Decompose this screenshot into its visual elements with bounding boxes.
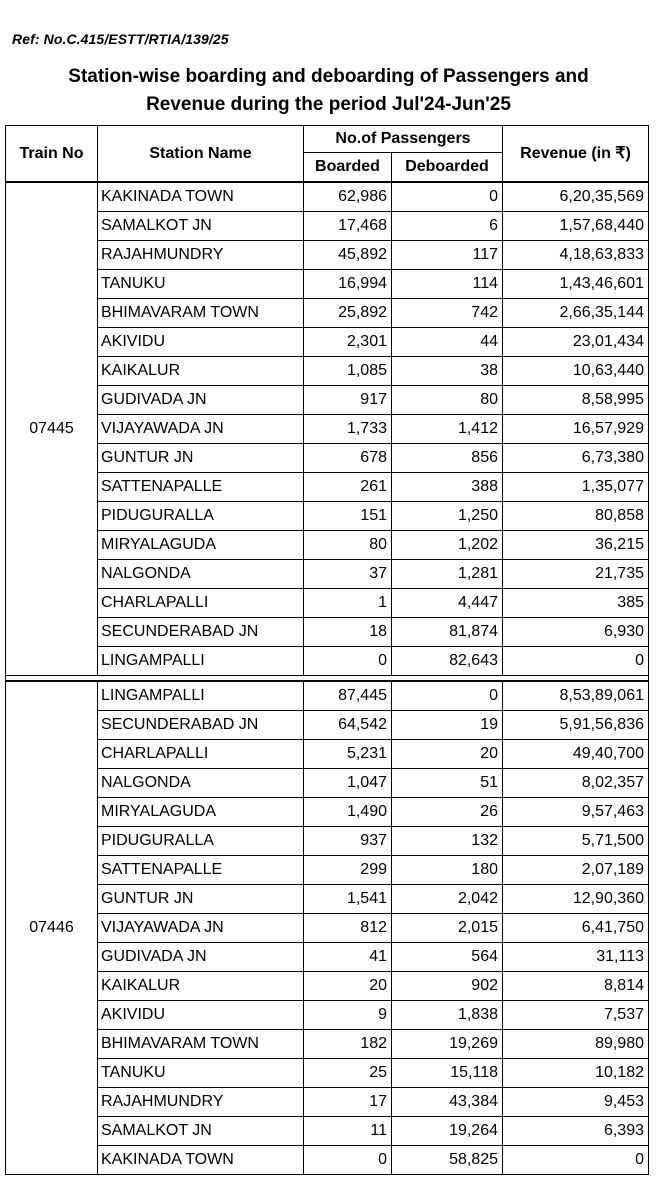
revenue-amount: 0 [503, 1146, 649, 1175]
deboarded-count: 20 [392, 740, 503, 769]
deboarded-count: 0 [392, 681, 503, 711]
boarded-count: 87,445 [304, 681, 392, 711]
revenue-amount: 8,58,995 [503, 386, 649, 415]
table-row [6, 386, 649, 415]
deboarded-count: 564 [392, 943, 503, 972]
station-name: SECUNDERABAD JN [98, 618, 304, 647]
revenue-amount: 6,41,750 [503, 914, 649, 943]
station-name: BHIMAVARAM TOWN [98, 1030, 304, 1059]
station-name: PIDUGURALLA [98, 827, 304, 856]
deboarded-count: 4,447 [392, 589, 503, 618]
boarded-count: 678 [304, 444, 392, 473]
boarded-count: 261 [304, 473, 392, 502]
deboarded-count: 0 [392, 182, 503, 212]
reference-number: Ref: No.C.415/ESTT/RTIA/139/25 [12, 31, 229, 47]
boarded-count: 25,892 [304, 299, 392, 328]
boarded-count: 151 [304, 502, 392, 531]
deboarded-count: 1,281 [392, 560, 503, 589]
revenue-amount: 9,57,463 [503, 798, 649, 827]
boarded-count: 1,733 [304, 415, 392, 444]
station-name: NALGONDA [98, 769, 304, 798]
station-name: LINGAMPALLI [98, 647, 304, 676]
table-row [6, 502, 649, 531]
table-row [6, 531, 649, 560]
station-name: CHARLAPALLI [98, 740, 304, 769]
deboarded-count: 180 [392, 856, 503, 885]
page-title [0, 63, 657, 119]
station-name: VIJAYAWADA JN [98, 914, 304, 943]
boarded-count: 18 [304, 618, 392, 647]
deboarded-count: 2,015 [392, 914, 503, 943]
deboarded-count: 742 [392, 299, 503, 328]
station-name: GUDIVADA JN [98, 943, 304, 972]
revenue-amount: 4,18,63,833 [503, 241, 649, 270]
station-name: KAKINADA TOWN [98, 182, 304, 212]
table-row [6, 241, 649, 270]
revenue-amount: 7,537 [503, 1001, 649, 1030]
boarded-count: 17,468 [304, 212, 392, 241]
deboarded-count: 44 [392, 328, 503, 357]
table-row [6, 798, 649, 827]
header-passengers: No.of Passengers [304, 126, 503, 153]
revenue-amount: 2,07,189 [503, 856, 649, 885]
station-name: TANUKU [98, 270, 304, 299]
revenue-amount: 23,01,434 [503, 328, 649, 357]
station-name: GUNTUR JN [98, 885, 304, 914]
header-train-no: Train No [6, 126, 98, 183]
boarded-count: 1,490 [304, 798, 392, 827]
boarded-count: 812 [304, 914, 392, 943]
revenue-amount: 8,814 [503, 972, 649, 1001]
boarded-count: 0 [304, 647, 392, 676]
table-row [6, 856, 649, 885]
revenue-amount: 12,90,360 [503, 885, 649, 914]
boarded-count: 80 [304, 531, 392, 560]
table-row [6, 740, 649, 769]
title-line-2: Revenue during the period Jul'24-Jun'25 [146, 94, 511, 115]
revenue-amount: 10,63,440 [503, 357, 649, 386]
header-station-name: Station Name [98, 126, 304, 183]
table-row [6, 885, 649, 914]
header-deboarded: Deboarded [392, 153, 503, 183]
table-row [6, 270, 649, 299]
table-row [6, 972, 649, 1001]
revenue-amount: 8,53,89,061 [503, 681, 649, 711]
revenue-amount: 385 [503, 589, 649, 618]
table-row [6, 182, 649, 212]
boarded-count: 937 [304, 827, 392, 856]
revenue-amount: 6,20,35,569 [503, 182, 649, 212]
boarded-count: 62,986 [304, 182, 392, 212]
revenue-amount: 6,393 [503, 1117, 649, 1146]
deboarded-count: 80 [392, 386, 503, 415]
station-name: AKIVIDU [98, 1001, 304, 1030]
revenue-amount: 16,57,929 [503, 415, 649, 444]
station-name: MIRYALAGUDA [98, 798, 304, 827]
deboarded-count: 388 [392, 473, 503, 502]
deboarded-count: 51 [392, 769, 503, 798]
table-row [6, 1030, 649, 1059]
revenue-amount: 0 [503, 647, 649, 676]
station-name: RAJAHMUNDRY [98, 241, 304, 270]
table-row [6, 1117, 649, 1146]
deboarded-count: 117 [392, 241, 503, 270]
table-row [6, 589, 649, 618]
boarded-count: 17 [304, 1088, 392, 1117]
table-row [6, 914, 649, 943]
station-name: TANUKU [98, 1059, 304, 1088]
revenue-amount: 49,40,700 [503, 740, 649, 769]
station-name: SAMALKOT JN [98, 212, 304, 241]
table-row [6, 328, 649, 357]
table-row [6, 560, 649, 589]
boarded-count: 917 [304, 386, 392, 415]
boarded-count: 9 [304, 1001, 392, 1030]
revenue-amount: 80,858 [503, 502, 649, 531]
table-row [6, 212, 649, 241]
table-row [6, 473, 649, 502]
table-row [6, 1001, 649, 1030]
deboarded-count: 902 [392, 972, 503, 1001]
deboarded-count: 43,384 [392, 1088, 503, 1117]
station-name: KAKINADA TOWN [98, 1146, 304, 1175]
station-name: GUNTUR JN [98, 444, 304, 473]
table-row [6, 711, 649, 740]
revenue-amount: 89,980 [503, 1030, 649, 1059]
station-name: NALGONDA [98, 560, 304, 589]
deboarded-count: 26 [392, 798, 503, 827]
deboarded-count: 6 [392, 212, 503, 241]
table-row [6, 647, 649, 676]
boarded-count: 5,231 [304, 740, 392, 769]
deboarded-count: 38 [392, 357, 503, 386]
deboarded-count: 1,412 [392, 415, 503, 444]
table-row [6, 943, 649, 972]
table-row [6, 618, 649, 647]
deboarded-count: 1,202 [392, 531, 503, 560]
station-name: KAIKALUR [98, 972, 304, 1001]
station-name: CHARLAPALLI [98, 589, 304, 618]
station-name: SATTENAPALLE [98, 856, 304, 885]
deboarded-count: 19 [392, 711, 503, 740]
table-row [6, 444, 649, 473]
station-name: PIDUGURALLA [98, 502, 304, 531]
station-name: SECUNDERABAD JN [98, 711, 304, 740]
station-name: KAIKALUR [98, 357, 304, 386]
table-row [6, 681, 649, 711]
boarded-count: 1,085 [304, 357, 392, 386]
deboarded-count: 15,118 [392, 1059, 503, 1088]
table-body [6, 182, 649, 1175]
station-name: AKIVIDU [98, 328, 304, 357]
deboarded-count: 132 [392, 827, 503, 856]
boarded-count: 41 [304, 943, 392, 972]
table-row [6, 357, 649, 386]
boarded-count: 1 [304, 589, 392, 618]
revenue-amount: 1,35,077 [503, 473, 649, 502]
revenue-amount: 6,73,380 [503, 444, 649, 473]
table-row [6, 1146, 649, 1175]
boarded-count: 16,994 [304, 270, 392, 299]
deboarded-count: 2,042 [392, 885, 503, 914]
boarded-count: 11 [304, 1117, 392, 1146]
header-boarded: Boarded [304, 153, 392, 183]
deboarded-count: 82,643 [392, 647, 503, 676]
revenue-amount: 8,02,357 [503, 769, 649, 798]
deboarded-count: 19,264 [392, 1117, 503, 1146]
title-line-1: Station-wise boarding and deboarding of Passengers and [68, 66, 589, 87]
revenue-amount: 36,215 [503, 531, 649, 560]
revenue-amount: 6,930 [503, 618, 649, 647]
table-row [6, 415, 649, 444]
station-name: BHIMAVARAM TOWN [98, 299, 304, 328]
boarded-count: 1,047 [304, 769, 392, 798]
table-row [6, 299, 649, 328]
revenue-amount: 31,113 [503, 943, 649, 972]
station-name: SAMALKOT JN [98, 1117, 304, 1146]
station-name: MIRYALAGUDA [98, 531, 304, 560]
station-name: SATTENAPALLE [98, 473, 304, 502]
station-name: LINGAMPALLI [98, 681, 304, 711]
boarded-count: 64,542 [304, 711, 392, 740]
table-row [6, 827, 649, 856]
table-row [6, 1088, 649, 1117]
revenue-amount: 5,71,500 [503, 827, 649, 856]
deboarded-count: 19,269 [392, 1030, 503, 1059]
revenue-amount: 1,57,68,440 [503, 212, 649, 241]
passenger-revenue-table [5, 125, 649, 1175]
deboarded-count: 856 [392, 444, 503, 473]
revenue-amount: 21,735 [503, 560, 649, 589]
station-name: GUDIVADA JN [98, 386, 304, 415]
boarded-count: 25 [304, 1059, 392, 1088]
boarded-count: 37 [304, 560, 392, 589]
deboarded-count: 81,874 [392, 618, 503, 647]
station-name: RAJAHMUNDRY [98, 1088, 304, 1117]
revenue-amount: 5,91,56,836 [503, 711, 649, 740]
revenue-amount: 2,66,35,144 [503, 299, 649, 328]
boarded-count: 299 [304, 856, 392, 885]
boarded-count: 2,301 [304, 328, 392, 357]
revenue-amount: 10,182 [503, 1059, 649, 1088]
boarded-count: 20 [304, 972, 392, 1001]
revenue-amount: 1,43,46,601 [503, 270, 649, 299]
boarded-count: 182 [304, 1030, 392, 1059]
station-name: VIJAYAWADA JN [98, 415, 304, 444]
table-row [6, 769, 649, 798]
header-revenue: Revenue (in ₹) [503, 126, 649, 183]
train-number: 07445 [6, 182, 98, 676]
deboarded-count: 1,250 [392, 502, 503, 531]
boarded-count: 1,541 [304, 885, 392, 914]
table-row [6, 1059, 649, 1088]
boarded-count: 45,892 [304, 241, 392, 270]
deboarded-count: 1,838 [392, 1001, 503, 1030]
train-number: 07446 [6, 681, 98, 1175]
boarded-count: 0 [304, 1146, 392, 1175]
deboarded-count: 114 [392, 270, 503, 299]
deboarded-count: 58,825 [392, 1146, 503, 1175]
revenue-amount: 9,453 [503, 1088, 649, 1117]
